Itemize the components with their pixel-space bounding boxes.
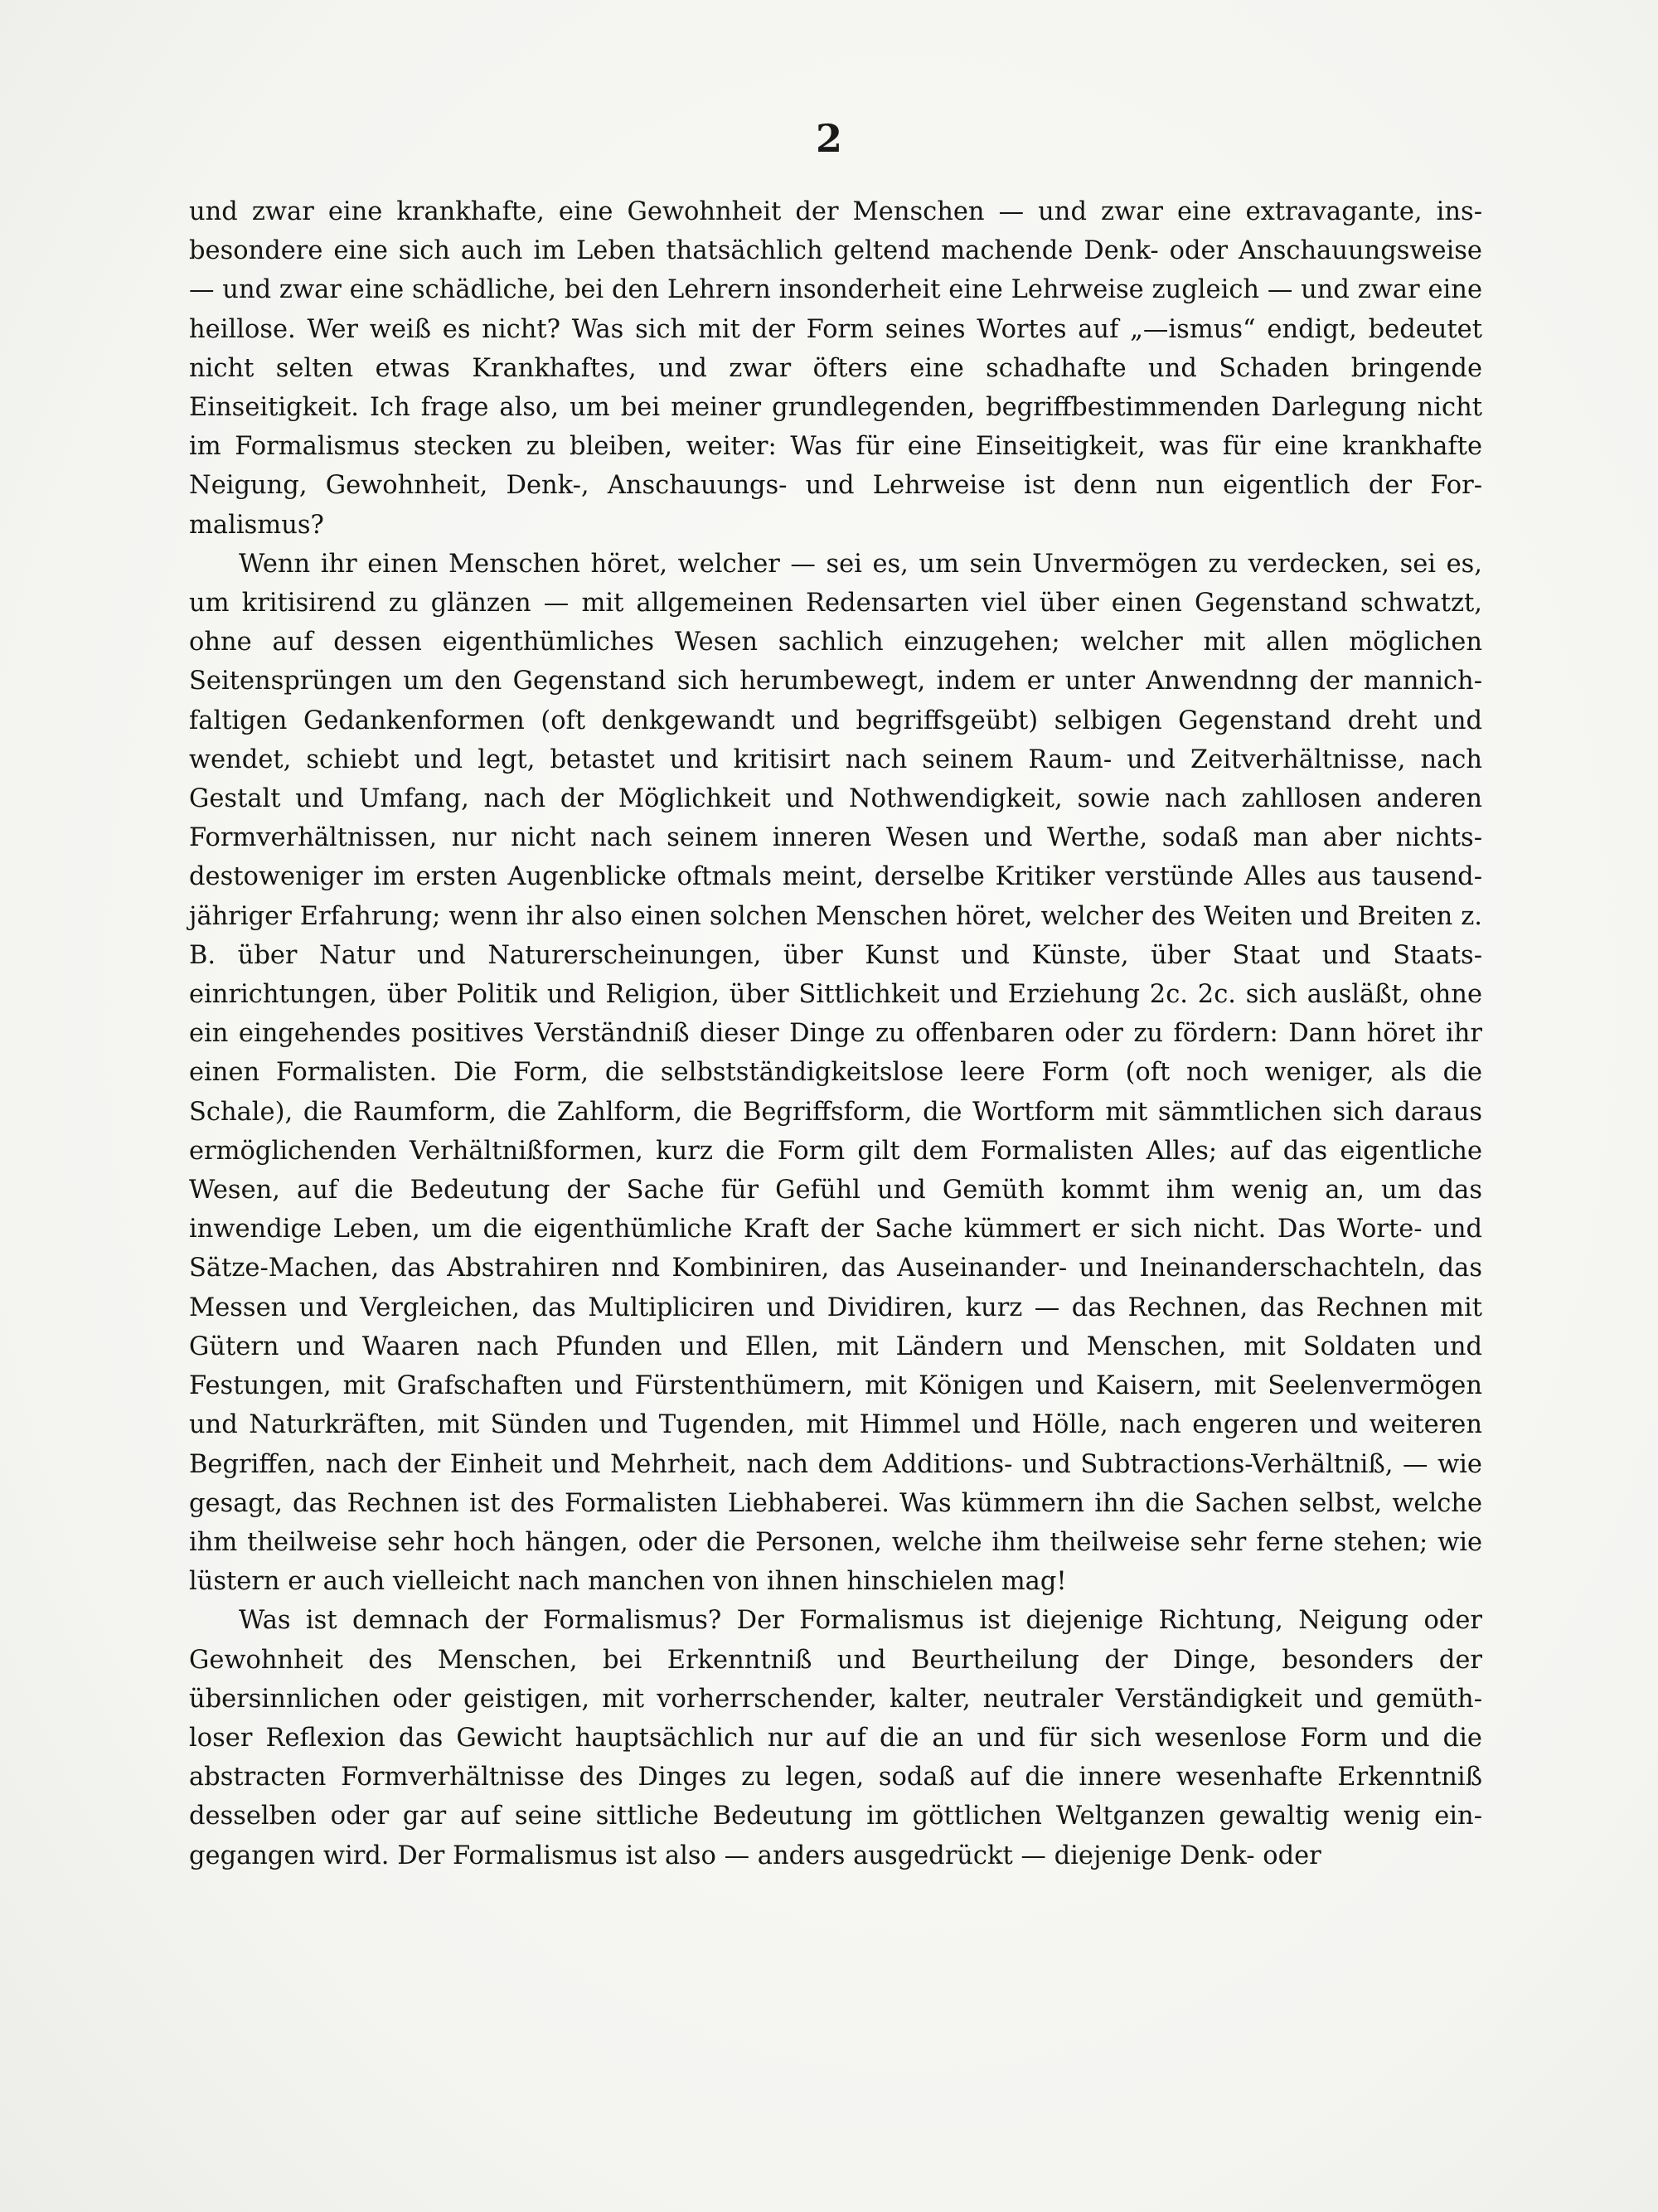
paragraph-3: Was ist demnach der Formalismus? Der Formalismus ist diejenige Richtung, Neigung oder Gewohnheit des Menschen, bei Erkenntniß und Beurtheilung der Dinge, besonders der übersinnlichen oder geistigen, mit vorherrschender, kalter, neutraler Verständigkeit und gemüthloser Reflexion das Gewicht hauptsächlich nur auf die an und für sich wesenlose Form und die abstracten Formverhältnisse des Dinges zu legen, sodaß auf die innere wesenhafte Erkenntniß desselben oder gar auf seine sittliche Bedeutung im göttlichen Weltganzen gewaltig wenig eingegangen wird. Der Formalismus ist also — anders ausgedrückt — diejenige Denk- oder [189,1606,1482,1870]
body-text [189,192,1482,1875]
paragraph-2: Wenn ihr einen Menschen höret, welcher — sei es, um sein Unvermögen zu verdecken, sei es, um kritisirend zu glänzen — mit allgemeinen Redensarten viel über einen Gegenstand schwatzt, ohne auf dessen eigenthümliches Wesen sachlich einzugehen; welcher mit allen möglichen Seitensprüngen um den Gegenstand sich herumbewegt, indem er unter Anwendnng der mannichfaltigen Gedankenformen (oft denkgewandt und begriffsgeübt) selbigen Gegenstand dreht und wendet, schiebt und legt, betastet und kritisirt nach seinem Raum- und Zeitverhältnisse, nach Gestalt und Umfang, nach der Möglichkeit und Nothwendigkeit, sowie nach zahllosen anderen Formverhältnissen, nur nicht nach seinem inneren Wesen und Werthe, sodaß man aber nichtsdestoweniger im ersten Augenblicke oftmals meint, derselbe Kritiker verstünde Alles aus tausendjähriger Erfahrung; wenn ihr also einen solchen Menschen höret, welcher des Weiten und Breiten z. B. über Natur und Naturerscheinungen, über Kunst und Künste, über Staat und Staatseinrichtungen, über Politik und Religion, über Sittlichkeit und Erziehung 2c. 2c. sich ausläßt, ohne ein eingehendes positives Verständniß dieser Dinge zu offenbaren oder zu fördern: Dann höret ihr einen Formalisten. Die Form, die selbstständigkeitslose leere Form (oft noch weniger, als die Schale), die Raumform, die Zahlform, die Begriffsform, die Wortform mit sämmtlichen sich daraus ermöglichenden Verhältnißformen, kurz die Form gilt dem Formalisten Alles; auf das eigentliche Wesen, auf die Bedeutung der Sache für Gefühl und Gemüth kommt ihm wenig an, um das inwendige Leben, um die eigenthümliche Kraft der Sache kümmert er sich nicht. Das Worte- und Sätze-Machen, das Abstrahiren nnd Kombiniren, das Auseinander- und Ineinanderschachteln, das Messen und Vergleichen, das Multipliciren und Dividiren, kurz — das Rechnen, das Rechnen mit Gütern und Waaren nach Pfunden und Ellen, mit Ländern und Menschen, mit Soldaten und Festungen, mit Grafschaften und Fürstenthümern, mit Königen und Kaisern, mit Seelenvermögen und Naturkräften, mit Sünden und Tugenden, mit Himmel und Hölle, nach engeren und weiteren Begriffen, nach der Einheit und Mehrheit, nach dem Additions- und Subtractions-Verhältniß, — wie gesagt, das Rechnen ist des Formalisten Liebhaberei. Was kümmern ihn die Sachen selbst, welche ihm theilweise sehr hoch hängen, oder die Personen, welche ihm theilweise sehr ferne stehen; wie lüstern er auch vielleicht nach manchen von ihnen hinschielen mag! [189,549,1482,1597]
page-number: 2 [815,116,842,161]
paragraph-1: und zwar eine krankhafte, eine Gewohnheit der Menschen — und zwar eine extravagante, insbesondere eine sich auch im Leben thatsächlich geltend machende Denk- oder Anschauungsweise — und zwar eine schädliche, bei den Lehrern insonderheit eine Lehrweise zugleich — und zwar eine heillose. Wer weiß es nicht? Was sich mit der Form seines Wortes auf „—ismus“ endigt, bedeutet nicht selten etwas Krankhaftes, und zwar öfters eine schadhafte und Schaden bringende Einseitigkeit. Ich frage also, um bei meiner grundlegenden, begriffbestimmenden Darlegung nicht im Formalismus stecken zu bleiben, weiter: Was für eine Einseitigkeit, was für eine krankhafte Neigung, Gewohnheit, Denk-, Anschauungs- und Lehrweise ist denn nun eigentlich der Formalismus? [189,197,1482,540]
